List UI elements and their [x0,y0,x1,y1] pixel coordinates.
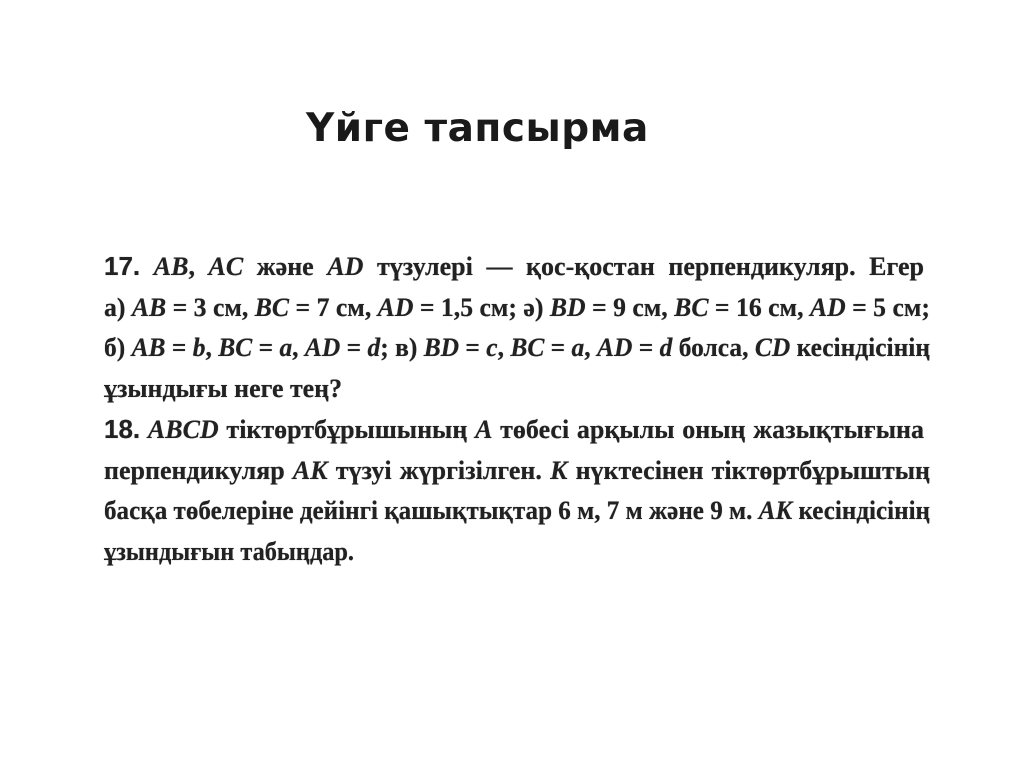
problem-line [104,246,924,288]
math-variable: CD [754,333,791,362]
problem-line [104,491,930,532]
text-segment: = [340,333,368,362]
text-segment: = 1,5 см; ә) [413,292,550,322]
problem-17 [104,246,940,409]
problem-number: 17. [104,251,141,281]
math-variable: b [192,333,206,362]
math-variable: ABCD [147,415,219,444]
text-segment: нүктесінен тіктөртбұрыштың [567,455,930,485]
math-variable: BC [510,333,545,362]
text-segment: басқа төбелеріне дейінгі қашықтықтар 6 м, 7 м және 9 м. [104,496,759,525]
math-variable: AB [131,292,167,322]
text-segment: а) [104,292,132,322]
problem-number: 18. [104,414,141,444]
text-segment: = 9 см, [585,292,675,322]
text-segment: ұзындығы неге тең? [104,373,343,403]
math-variable: a [571,333,585,362]
text-segment: , [205,333,219,362]
text-segment: тіктөртбұрышының [218,415,476,444]
text-segment: = [459,333,487,362]
slide-title: Үйге тапсырма [306,106,649,151]
text-segment: , [188,252,209,281]
math-variable: AD [597,333,633,362]
text-segment: = [165,333,193,362]
math-variable: K [550,455,568,485]
math-variable: BC [254,292,290,322]
text-segment: = 3 см, [166,292,255,322]
scanned-textbook-excerpt [104,246,940,572]
problem-line [104,288,930,329]
text-segment: = 7 см, [289,292,378,322]
problem-line [104,409,924,451]
text-segment: кесіндісінің [792,496,931,525]
text-segment: перпендикуляр [104,455,293,485]
text-segment: төбесі арқылы оның жазықтығына [492,415,925,444]
math-variable: BD [549,292,586,322]
text-segment: = [252,333,280,362]
text-segment: ұзындығын табыңдар. [104,536,355,566]
text-segment: түзуі жүргізілген. [327,455,551,485]
math-variable: a [279,333,293,362]
text-segment: кесіндісінің [790,333,931,362]
text-segment: болса, [672,333,755,362]
text-segment: = 16 см, [708,292,810,322]
text-segment: = [632,333,660,362]
math-variable: AC [208,252,244,281]
text-segment: түзулері — қос-қостан перпендикуляр. Егер [363,252,924,281]
problem-line [104,451,930,492]
math-variable: BC [218,333,253,362]
math-variable: AD [304,333,341,362]
math-variable: d [659,333,673,362]
math-variable: BC [674,292,709,322]
math-variable: c [486,333,498,362]
text-segment: б) [104,333,132,362]
problem-line [104,328,930,369]
text-segment: , [292,333,305,362]
text-segment: , [497,333,511,362]
problem-line [104,369,342,410]
text-segment: , [584,333,598,362]
math-variable: AD [327,252,364,281]
text-segment: = [544,333,572,362]
text-segment: = 5 см; [845,292,930,322]
math-variable: BD [423,333,460,362]
math-variable: AK [292,455,328,485]
problem-line [104,532,354,573]
text-segment: және [243,252,328,281]
math-variable: d [367,333,381,362]
math-variable: AD [809,292,846,322]
math-variable: A [475,415,493,444]
math-variable: AB [153,252,189,281]
math-variable: AB [131,333,166,362]
math-variable: AK [758,496,793,525]
text-segment: ; в) [380,333,424,362]
problem-18 [104,409,940,572]
math-variable: AD [377,292,414,322]
